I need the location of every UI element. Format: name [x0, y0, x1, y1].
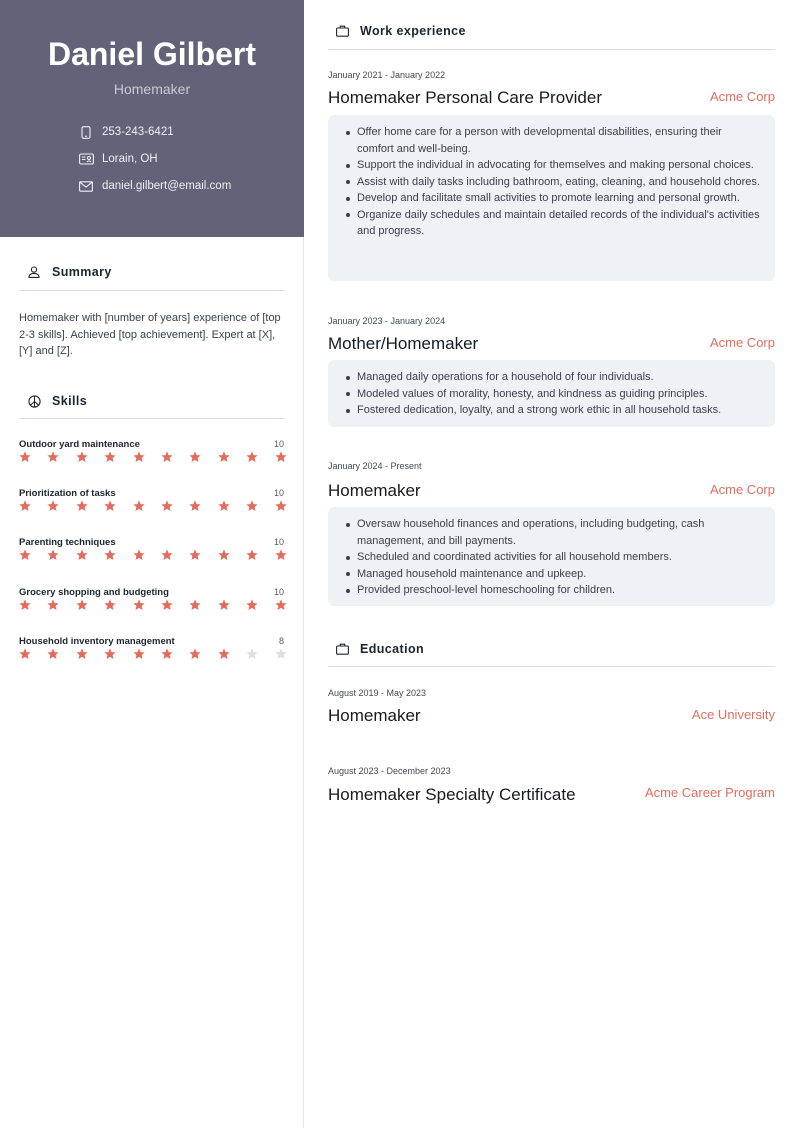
star-filled-icon [47, 451, 59, 463]
star-filled-icon [47, 500, 59, 512]
star-filled-icon [275, 500, 287, 512]
star-filled-icon [189, 599, 201, 611]
job-details [328, 115, 775, 281]
star-filled-icon [246, 500, 258, 512]
star-filled-icon [76, 451, 88, 463]
star-filled-icon [275, 599, 287, 611]
skill-stars [19, 599, 285, 615]
job-bullets [328, 360, 775, 419]
star-filled-icon [133, 500, 145, 512]
skill-name: Prioritization of tasks [19, 488, 116, 499]
skills-divider [19, 418, 285, 419]
star-filled-icon [246, 451, 258, 463]
email-text[interactable]: daniel.gilbert@email.com [102, 180, 232, 192]
star-filled-icon [161, 500, 173, 512]
job-bullet: Scheduled and coordinated activities for all household members. [357, 549, 761, 566]
job-bullet: Managed household maintenance and upkeep. [357, 566, 761, 583]
job-bullet: Assist with daily tasks including bathroom, eating, cleaning, and household chores. [357, 174, 761, 191]
job-bullet: Develop and facilitate small activities to promote learning and personal growth. [357, 190, 761, 207]
star-filled-icon [19, 500, 31, 512]
phone-icon [78, 125, 94, 139]
skill-item [19, 439, 285, 479]
work-title: Work experience [360, 24, 466, 38]
id-card-icon [78, 152, 94, 166]
skill-stars [19, 500, 285, 516]
job-company: Acme Corp [709, 335, 775, 350]
star-filled-icon [161, 599, 173, 611]
candidate-name: Daniel Gilbert [47, 36, 257, 72]
contact-phone [78, 125, 174, 139]
job-dates: January 2021 - January 2022 [328, 70, 446, 80]
job-bullet: Support the individual in advocating for themselves and making personal choices. [357, 157, 761, 174]
star-filled-icon [76, 549, 88, 561]
profile-header [0, 0, 304, 237]
left-column [0, 0, 304, 1128]
job-bullets [328, 115, 775, 240]
star-filled-icon [133, 451, 145, 463]
star-empty-icon [275, 648, 287, 660]
star-filled-icon [104, 599, 116, 611]
skill-value: 10 [273, 537, 284, 547]
star-filled-icon [104, 451, 116, 463]
education-degree: Homemaker [328, 706, 421, 725]
job-details [328, 360, 775, 427]
skill-stars [19, 648, 285, 664]
education-title: Education [360, 642, 425, 656]
briefcase-icon [335, 24, 349, 38]
job-bullet: Managed daily operations for a household of four individuals. [357, 369, 761, 386]
summary-text: Homemaker with [number of years] experience of [top 2-3 skills]. Achieved [top achievement]. Expert at [X], [Y] and [Z]. [19, 312, 281, 357]
contact-email [78, 179, 231, 193]
star-filled-icon [133, 648, 145, 660]
star-filled-icon [76, 500, 88, 512]
star-filled-icon [218, 451, 230, 463]
candidate-role: Homemaker [113, 81, 191, 97]
job-bullet: Organize daily schedules and maintain detailed records of the individual's activities and progress. [357, 207, 761, 240]
skill-name: Grocery shopping and budgeting [19, 587, 169, 598]
star-filled-icon [76, 599, 88, 611]
star-filled-icon [218, 549, 230, 561]
star-filled-icon [189, 500, 201, 512]
star-filled-icon [104, 648, 116, 660]
envelope-icon [78, 179, 94, 193]
star-filled-icon [104, 500, 116, 512]
skills-heading [27, 394, 87, 408]
globe-icon [27, 394, 41, 408]
job-bullet: Provided preschool-level homeschooling for children. [357, 582, 761, 599]
star-filled-icon [161, 549, 173, 561]
skill-name: Household inventory management [19, 636, 175, 647]
job-bullets [328, 507, 775, 599]
star-filled-icon [246, 599, 258, 611]
skills-title: Skills [52, 394, 88, 408]
work-heading [335, 24, 466, 38]
job-company: Acme Corp [709, 482, 775, 497]
star-filled-icon [47, 599, 59, 611]
star-filled-icon [218, 648, 230, 660]
location-text: Lorain, OH [102, 153, 158, 165]
job-title: Mother/Homemaker [328, 334, 479, 353]
star-filled-icon [47, 549, 59, 561]
education-divider [328, 666, 775, 667]
star-filled-icon [47, 648, 59, 660]
job-title: Homemaker [328, 481, 421, 500]
star-filled-icon [275, 451, 287, 463]
skill-item [19, 587, 285, 627]
phone-text[interactable]: 253-243-6421 [102, 126, 174, 138]
job-title: Homemaker Personal Care Provider [328, 88, 602, 107]
star-filled-icon [189, 549, 201, 561]
skill-name: Outdoor yard maintenance [19, 439, 140, 450]
star-filled-icon [133, 599, 145, 611]
skill-value: 8 [278, 636, 284, 646]
star-filled-icon [19, 648, 31, 660]
star-filled-icon [275, 549, 287, 561]
skill-item [19, 537, 285, 577]
star-filled-icon [76, 648, 88, 660]
skill-value: 10 [273, 488, 284, 498]
contact-location [78, 152, 158, 166]
education-degree: Homemaker Specialty Certificate [328, 785, 576, 804]
job-bullet: Fostered dedication, loyalty, and a strong work ethic in all household tasks. [357, 402, 761, 419]
user-icon [27, 265, 41, 279]
job-bullet: Oversaw household finances and operations, including budgeting, cash management, and bill payments. [357, 516, 761, 549]
education-school: Acme Career Program [644, 785, 775, 800]
star-filled-icon [19, 451, 31, 463]
skill-name: Parenting techniques [19, 537, 116, 548]
summary-title: Summary [52, 265, 112, 279]
star-filled-icon [218, 500, 230, 512]
summary-heading [27, 265, 112, 279]
star-filled-icon [161, 451, 173, 463]
star-filled-icon [19, 549, 31, 561]
star-filled-icon [104, 549, 116, 561]
briefcase-icon [335, 642, 349, 656]
skill-value: 10 [273, 439, 284, 449]
job-dates: January 2023 - January 2024 [328, 316, 446, 326]
education-dates: August 2019 - May 2023 [328, 688, 427, 698]
skill-value: 10 [273, 587, 284, 597]
education-dates: August 2023 - December 2023 [328, 766, 451, 776]
skill-item [19, 636, 285, 676]
star-filled-icon [161, 648, 173, 660]
star-filled-icon [246, 549, 258, 561]
job-bullet: Offer home care for a person with developmental disabilities, ensuring their comfort and well-being. [357, 124, 761, 157]
education-heading [335, 642, 424, 656]
summary-divider [19, 290, 285, 291]
skill-stars [19, 451, 285, 467]
education-school: Ace University [691, 707, 775, 722]
job-bullet: Modeled values of morality, honesty, and kindness as guiding principles. [357, 386, 761, 403]
job-details [328, 507, 775, 606]
star-filled-icon [19, 599, 31, 611]
job-company: Acme Corp [709, 89, 775, 104]
star-filled-icon [218, 599, 230, 611]
star-filled-icon [189, 648, 201, 660]
star-empty-icon [246, 648, 258, 660]
skill-stars [19, 549, 285, 565]
star-filled-icon [189, 451, 201, 463]
work-divider [328, 49, 775, 50]
job-dates: January 2024 - Present [328, 461, 422, 471]
skill-item [19, 488, 285, 528]
star-filled-icon [133, 549, 145, 561]
